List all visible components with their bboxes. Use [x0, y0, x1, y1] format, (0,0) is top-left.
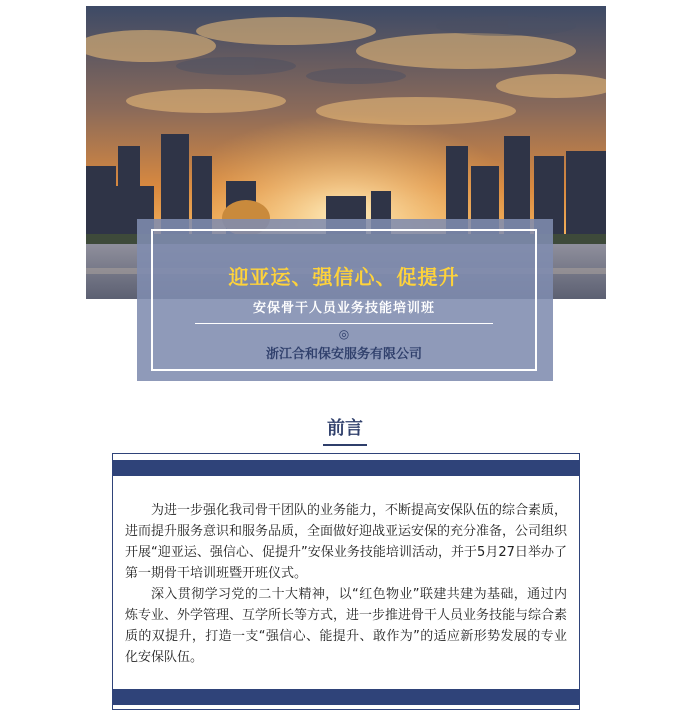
- content-bottom-bar: [113, 689, 579, 705]
- section-heading-text: 前言: [323, 414, 367, 446]
- content-paragraph-2: 深入贯彻学习党的二十大精神，以“红色物业”联建共建为基础，通过内炼专业、外学管理、互学所长等方式，进一步推进骨干人员业务技能与综合素质的双提升，打造一支“强信心、能提升、敢作为”的适应新形势发展的专业化安保队伍。: [125, 587, 568, 665]
- section-heading: [0, 414, 690, 446]
- content-top-bar: [113, 460, 579, 476]
- content-paragraph-1: 为进一步强化我司骨干团队的业务能力，不断提高安保队伍的综合素质，进而提升服务意识和服务品质，全面做好迎战亚运安保的充分准备，公司组织开展“迎亚运、强信心、促提升”安保业务技能培训活动，并于5月27日举办了第一期骨干培训班暨开班仪式。: [125, 503, 568, 581]
- banner-subtitle: 安保骨干人员业务技能培训班: [252, 301, 435, 316]
- company-name: 浙江合和保安服务有限公司: [265, 347, 422, 362]
- banner-divider: [195, 323, 493, 324]
- banner-title: 迎亚运、强信心、促提升: [228, 265, 460, 289]
- content-box: [112, 453, 580, 710]
- banner-title-card: [137, 219, 553, 381]
- circle-symbol-icon: ◎: [338, 327, 350, 341]
- banner-frame: [151, 229, 537, 371]
